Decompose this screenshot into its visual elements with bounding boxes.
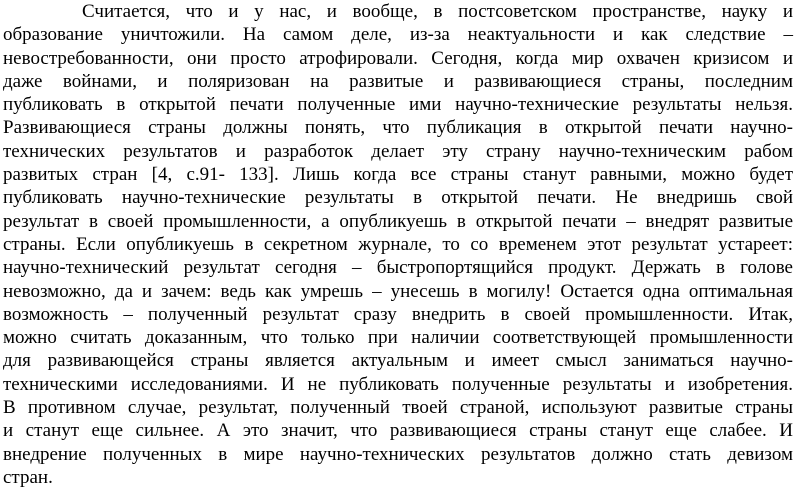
text-line-19: и станут еще сильнее. А это значит, что развивающиеся страны станут еще слабее. И [3, 420, 793, 442]
text-line-13: невозможно, да и зачем: ведь как умрешь – унесешь в могилу! Остается одна оптимальная [3, 280, 793, 302]
text-line-18: В противном случае, результат, полученный твоей страной, используют развитые страны [3, 397, 793, 419]
text-line-3: невостребованности, они просто атрофировали. Сегодня, когда мир охвачен кризисом и [3, 47, 793, 69]
text-line-6: Развивающиеся страны должны понять, что публикация в открытой печати научно- [3, 117, 793, 139]
text-line-11: страны. Если опубликуешь в секретном журнале, то со временем этот результат устареет: [3, 233, 793, 255]
text-line-20: внедрение полученных в мире научно-технических результатов должно стать девизом [3, 443, 793, 465]
text-line-10: результат в своей промышленности, а опубликуешь в открытой печати – внедрят развитые [3, 210, 793, 232]
text-line-9: публиковать научно-технические результаты в открытой печати. Не внедришь свой [3, 187, 793, 209]
body-paragraph [3, 0, 793, 489]
text-line-4: даже войнами, и поляризован на развитые и развивающиеся страны, последним [3, 70, 793, 92]
text-line-14: возможность – полученный результат сразу внедрить в своей промышленности. Итак, [3, 303, 793, 325]
text-line-1: Считается, что и у нас, и вообще, в постсоветском пространстве, науку и [82, 1, 793, 22]
text-line-15: можно считать доказанным, что только при наличии соответствующей промышленности [3, 327, 793, 349]
text-line-12: научно-технический результат сегодня – быстропортящийся продукт. Держать в голове [3, 257, 793, 279]
text-line-7: технических результатов и разработок делает эту страну научно-техническим рабом [3, 140, 793, 162]
text-line-16: для развивающейся страны является актуальным и имеет смысл заниматься научно- [3, 350, 793, 372]
text-line-21: стран. [3, 466, 53, 488]
text-line-17: техническими исследованиями. И не публиковать полученные результаты и изобретения. [3, 373, 793, 395]
text-line-2: образование уничтожили. На самом деле, из-за неактуальности и как следствие – [3, 24, 793, 46]
text-line-8: развитых стран [4, с.91- 133]. Лишь когда все страны станут равными, можно будет [3, 164, 793, 186]
text-line-5: публиковать в открытой печати полученные ими научно-технические результаты нельзя. [3, 94, 793, 116]
